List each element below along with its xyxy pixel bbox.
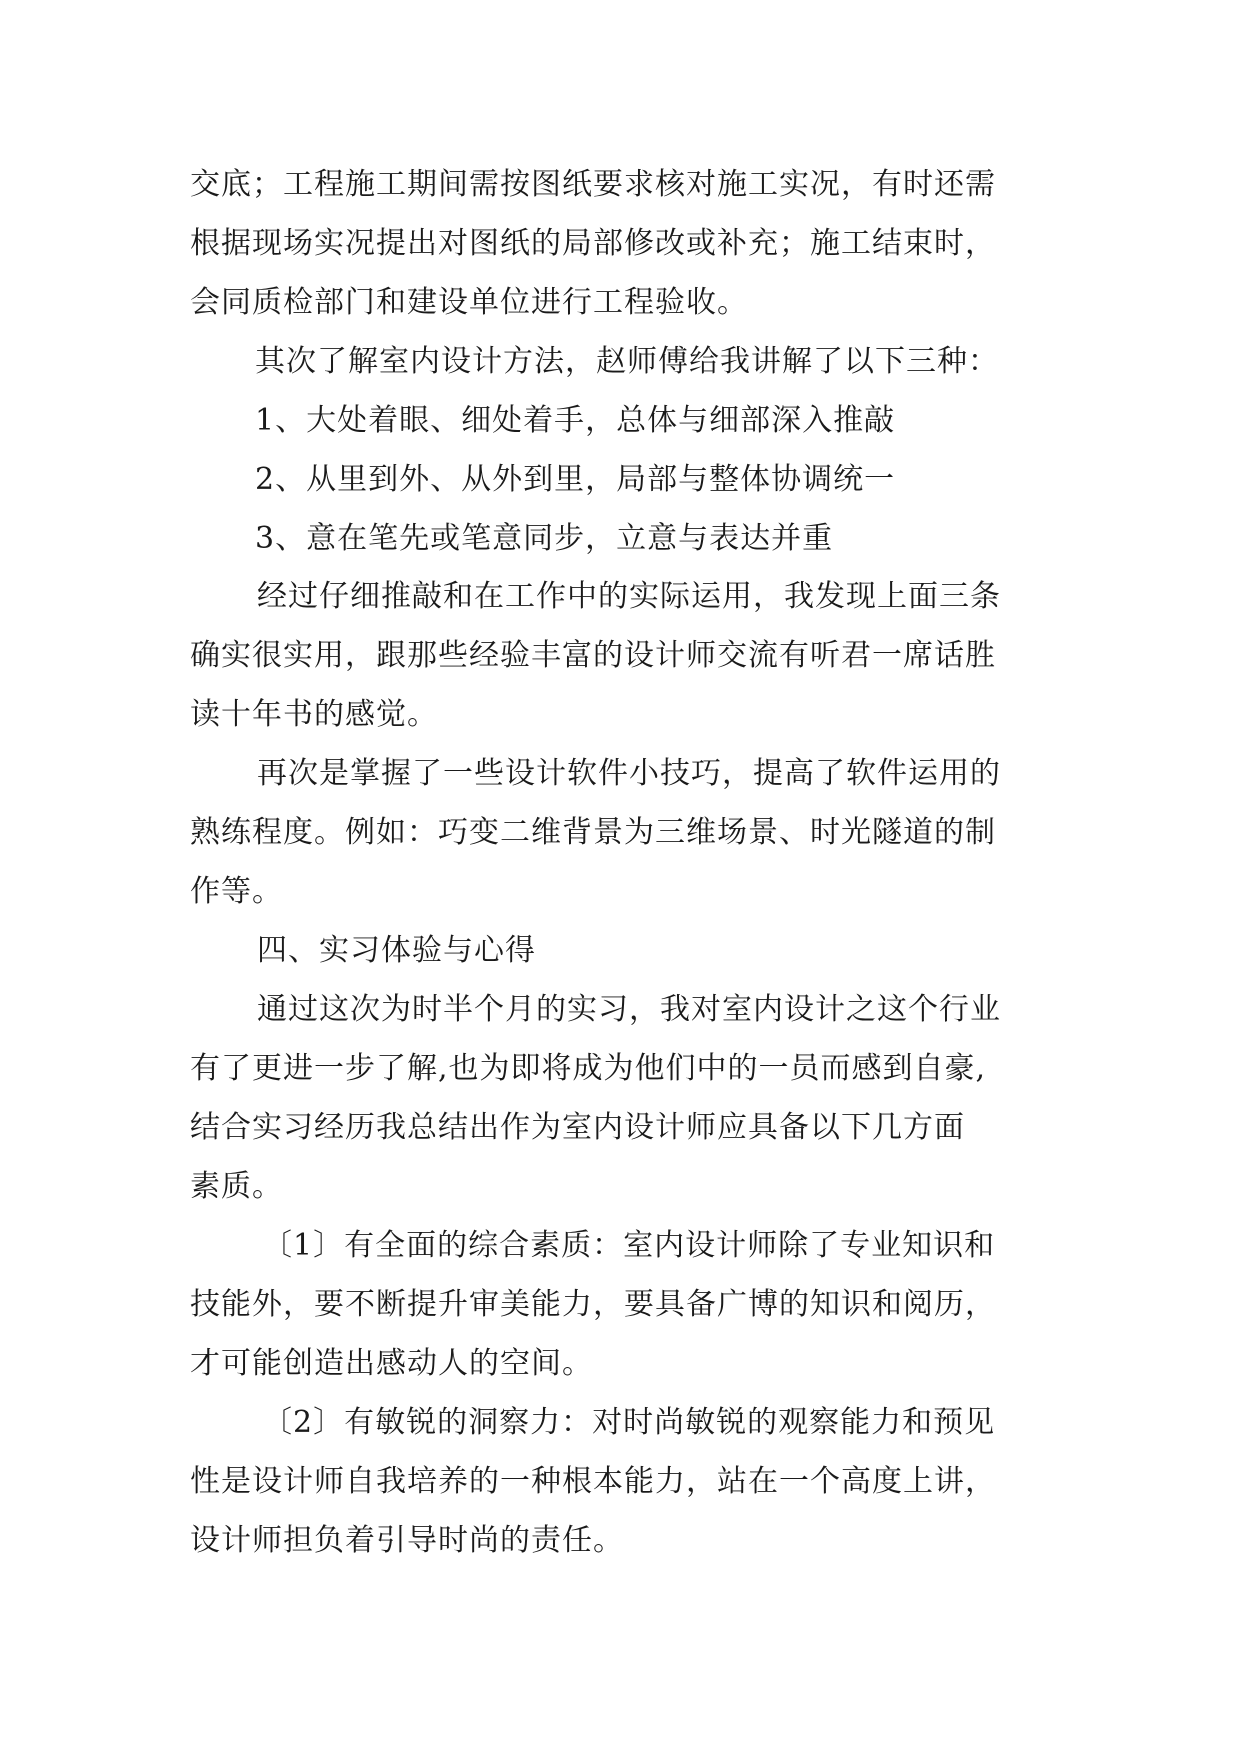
text-line: 作等。 (190, 874, 283, 909)
text-line: 根据现场实况提出对图纸的局部修改或补充；施工结束时， (190, 226, 996, 261)
text-line: 素质。 (190, 1169, 283, 1204)
text-line: 会同质检部门和建设单位进行工程验收。 (190, 285, 748, 320)
text-line: 交底；工程施工期间需按图纸要求核对施工实况，有时还需 (190, 167, 996, 202)
text-line: 读十年书的感觉。 (190, 697, 438, 732)
text-line: 经过仔细推敲和在工作中的实际运用，我发现上面三条 (257, 579, 1001, 614)
text-line: 性是设计师自我培养的一种根本能力，站在一个高度上讲， (190, 1464, 996, 1499)
text-line: 有了更进一步了解,也为即将成为他们中的一员而感到自豪, (190, 1051, 987, 1086)
list-item: 1、大处着眼、细处着手，总体与细部深入推敲 (255, 403, 896, 438)
text-line: 才可能创造出感动人的空间。 (190, 1346, 593, 1381)
section-heading: 四、实习体验与心得 (257, 933, 536, 968)
text-line: 技能外，要不断提升审美能力，要具备广博的知识和阅历， (190, 1287, 996, 1322)
text-line: 确实很实用，跟那些经验丰富的设计师交流有听君一席话胜 (190, 638, 996, 673)
text-line: 熟练程度。例如：巧变二维背景为三维场景、时光隧道的制 (190, 815, 996, 850)
text-line: 〔1〕有全面的综合素质：室内设计师除了专业知识和 (262, 1228, 996, 1263)
text-line: 设计师担负着引导时尚的责任。 (190, 1523, 624, 1558)
text-line: 通过这次为时半个月的实习，我对室内设计之这个行业 (257, 992, 1001, 1027)
text-line: 〔2〕有敏锐的洞察力：对时尚敏锐的观察能力和预见 (262, 1405, 996, 1440)
list-item: 3、意在笔先或笔意同步，立意与表达并重 (255, 521, 834, 556)
text-line: 再次是掌握了一些设计软件小技巧，提高了软件运用的 (257, 756, 1001, 791)
list-item: 2、从里到外、从外到里，局部与整体协调统一 (255, 462, 896, 497)
text-line: 其次了解室内设计方法，赵师傅给我讲解了以下三种： (255, 344, 999, 379)
text-line: 结合实习经历我总结出作为室内设计师应具备以下几方面 (190, 1110, 965, 1145)
